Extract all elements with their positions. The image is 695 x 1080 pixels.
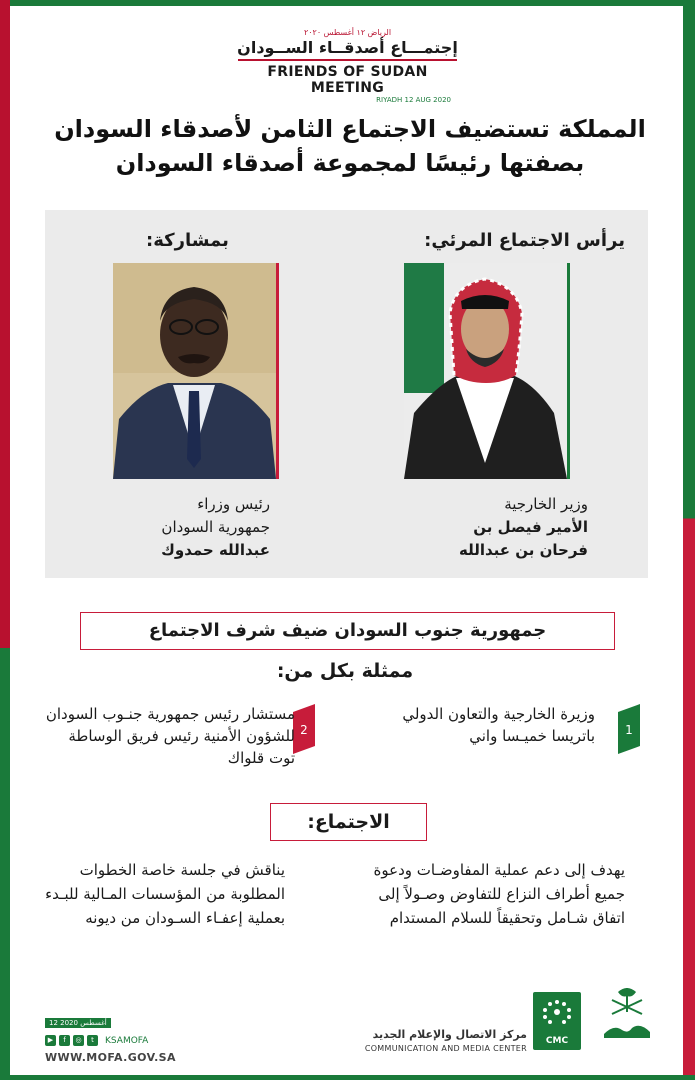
chair-role: وزير الخارجية: [504, 495, 588, 513]
representative-2: مستشار رئيس جمهورية جنـوب السودان للشؤون الأمنية رئيس فريق الوساطة توت قلواك: [45, 705, 295, 767]
participant-label: بمشاركة:: [146, 230, 229, 251]
header-date-en: RIYADH 12 AUG 2020: [376, 96, 451, 104]
social-handle[interactable]: KSAMOFA: [105, 1035, 149, 1046]
cmc-name-ar: مركز الاتصال والإعلام الجديد: [372, 1028, 527, 1041]
participant-caption: [50, 493, 270, 562]
footer-contact: [45, 1010, 245, 1064]
guest-of-honor-box: جمهورية جنوب السودان ضيف شرف الاجتماع: [80, 612, 615, 650]
number-1-marker: [618, 704, 640, 754]
cmc-name-en: COMMUNICATION AND MEDIA CENTER: [364, 1044, 527, 1053]
number-1-label: 1: [625, 723, 633, 737]
number-2-marker: [293, 704, 315, 754]
chair-caption: [368, 493, 588, 562]
header-title-ar: إجتمـــاع أصدقــاء الســودان: [237, 38, 458, 57]
website-link[interactable]: WWW.MOFA.GOV.SA: [45, 1051, 176, 1064]
participant-role-1: رئيس وزراء: [197, 495, 270, 513]
youtube-icon[interactable]: ▶: [45, 1035, 56, 1046]
cmc-name: [352, 1028, 527, 1053]
page-title: [40, 112, 660, 180]
right-edge-bar: [683, 0, 695, 1080]
headline-line-2: بصفتها رئيسًا لمجموعة أصدقاء السودان: [115, 149, 585, 177]
header-date-ar: الرياض ١٢ أغسطس ٢٠٢٠: [303, 28, 392, 37]
participant-role-2: جمهورية السودان: [161, 518, 270, 536]
left-edge-bar: [0, 0, 10, 1080]
number-2-label: 2: [300, 723, 308, 737]
chair-name-line-1: الأمير فيصل بن: [473, 518, 588, 536]
mofa-emblem: [592, 982, 662, 1052]
meeting-goal-text: يهدف إلى دعم عملية المفاوضـات ودعوة جميع أطراف النزاع للتفاوض وصـولاً إلى اتفاق شـامل وتحقيقاً للسلام المستدام: [373, 861, 625, 927]
participant-photo: [113, 263, 279, 479]
chair-photo: [404, 263, 570, 479]
participant-name: عبدالله حمدوك: [161, 541, 270, 559]
meeting-heading-box: الاجتماع:: [270, 803, 427, 841]
header-title-en: FRIENDS OF SUDAN MEETING: [267, 64, 428, 96]
representative-1: وزيرة الخارجية والتعاون الدولي باتريسا خميـسا واني: [402, 705, 595, 745]
social-icons-row: [45, 1035, 245, 1046]
facebook-icon[interactable]: f: [59, 1035, 70, 1046]
footer-date-badge: 12 أغسطس 2020: [45, 1018, 111, 1028]
meeting-discussion-text: يناقش في جلسة خاصة الخطوات المطلوبة من المؤسسات المـالية للبـدء بعملية إعفـاء السـودان من ديونه: [45, 861, 285, 927]
headline-line-1: المملكة تستضيف الاجتماع الثامن لأصدقاء السودان: [54, 115, 646, 143]
cmc-abbr: CMC: [545, 1036, 569, 1046]
chair-label: يرأس الاجتماع المرئي:: [424, 230, 625, 251]
chair-name-line-2: فرحان بن عبدالله: [458, 541, 588, 559]
event-logo: [230, 28, 465, 104]
top-edge-bar: [0, 0, 695, 6]
cmc-logo: [533, 992, 581, 1050]
twitter-icon[interactable]: t: [87, 1035, 98, 1046]
represented-by-heading: ممثلة بكل من:: [276, 660, 414, 682]
header-divider: [238, 59, 457, 61]
bottom-edge-bar: [0, 1075, 695, 1080]
instagram-icon[interactable]: ◎: [73, 1035, 84, 1046]
